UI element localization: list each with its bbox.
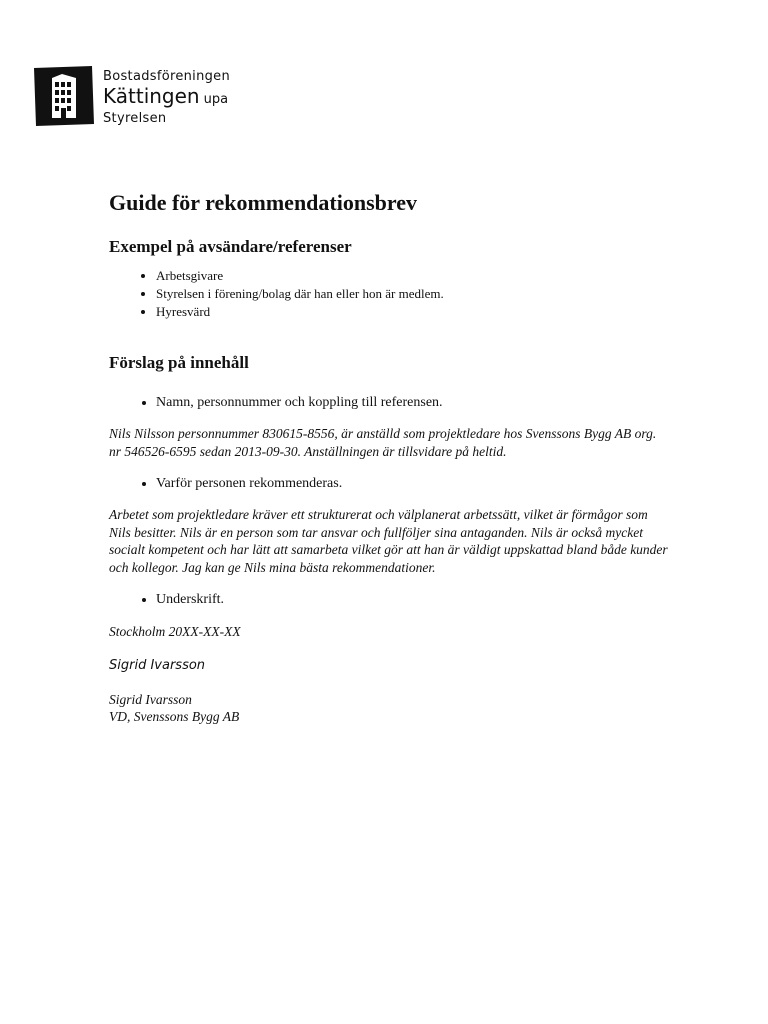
list-item: • Underskrift. [156, 590, 669, 610]
org-suffix: upa [203, 92, 229, 107]
org-line-3: Styrelsen [103, 111, 167, 126]
content-bullet-2 [109, 474, 669, 494]
signer-name: Sigrid Ivarsson [109, 691, 192, 707]
example-paragraph-2: Arbetet som projektledare kräver ett strukturerat och välplanerat arbetssätt, vilket är förmågor som Nils besitter. Nils är en person som tar ansvar och fullföljer sina antaganden. Nils är också mycket socialt kompetent och har lätt att samarbeta vilket gör att han är väldigt uppskattad bland både kunder och kollegor. Jag kan ge Nils mina bästa rekommendationer. [109, 507, 668, 575]
building-logo-icon [32, 64, 96, 128]
signer-block [109, 691, 669, 726]
section-heading-content: Förslag på innehåll [109, 353, 249, 372]
content-bullet-1 [109, 393, 669, 413]
org-name: Kättingen [103, 84, 200, 108]
list-item: • Styrelsen i förening/bolag där han eller hon är medlem. [156, 285, 669, 303]
signer-title: VD, Svenssons Bygg AB [109, 709, 240, 724]
list-item: • Namn, personnummer och koppling till referensen. [156, 393, 669, 413]
list-item: • Arbetsgivare [156, 267, 669, 285]
content-bullet-3 [109, 590, 669, 610]
example-paragraph-1: Nils Nilsson personnummer 830615-8556, är anställd som projektledare hos Svenssons Bygg AB org. nr 546526-6595 sedan 2013-09-30. Anställningen är tillsvidare på heltid. [109, 426, 657, 459]
organization-header [103, 68, 230, 126]
document-title: Guide för rekommendationsbrev [109, 190, 418, 215]
signature: Sigrid Ivarsson [109, 657, 206, 673]
document-body [109, 188, 669, 726]
org-line-1: Bostadsföreningen [103, 69, 231, 84]
place-and-date: Stockholm 20XX-XX-XX [109, 624, 241, 639]
org-name-line [103, 85, 230, 111]
section-heading-senders: Exempel på avsändare/referenser [109, 237, 352, 256]
list-item: • Hyresvärd [156, 303, 669, 321]
list-item: • Varför personen rekommenderas. [156, 474, 669, 494]
sender-list [109, 267, 669, 321]
